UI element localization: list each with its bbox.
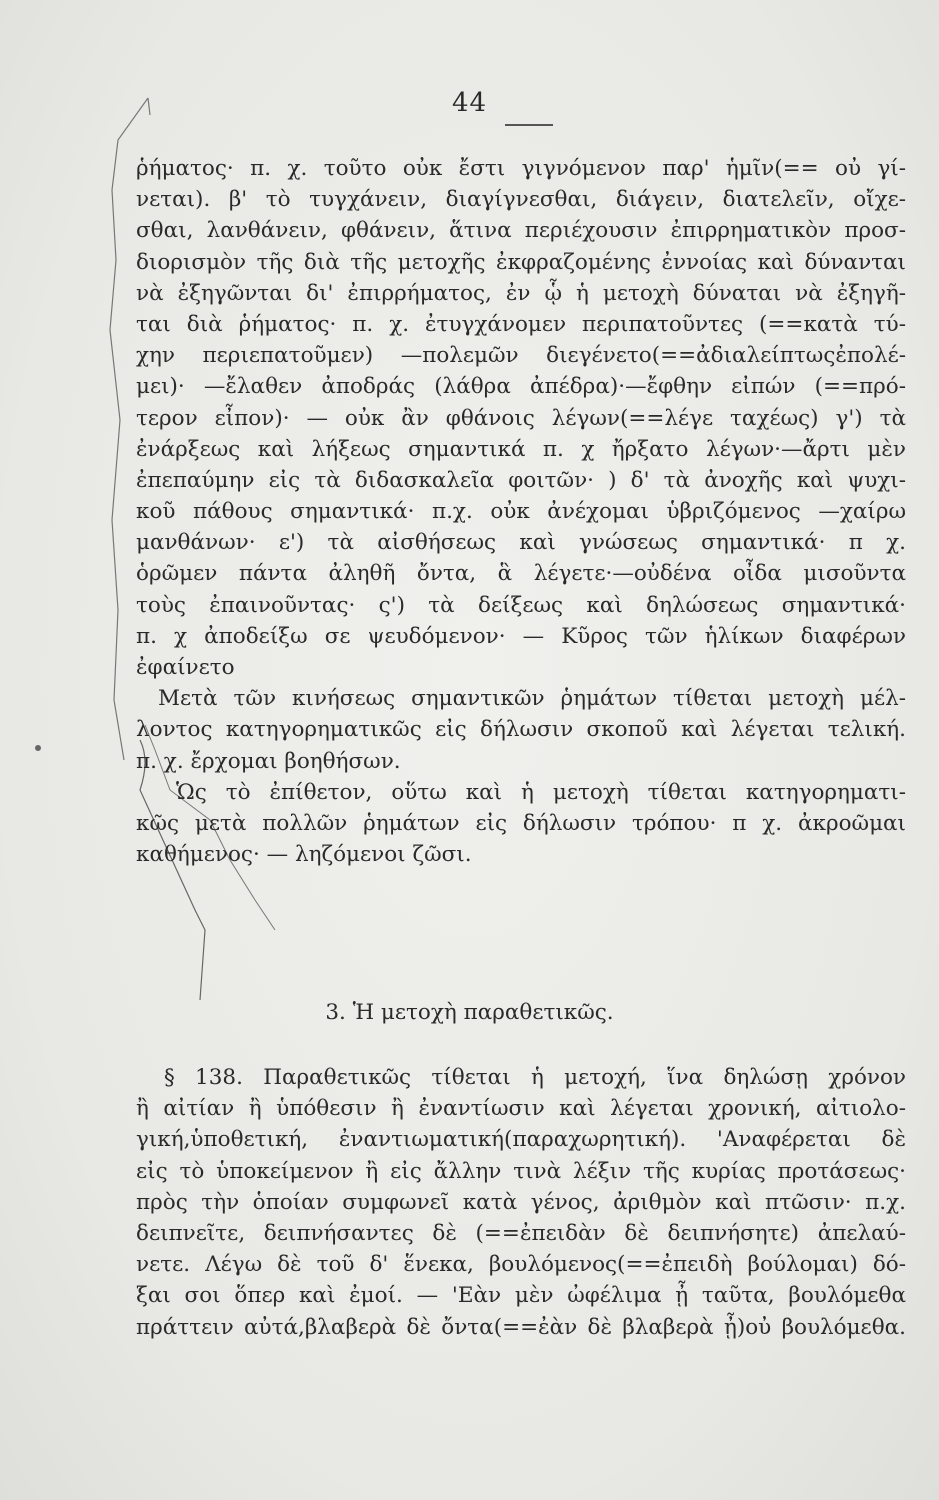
page-number-underline [505,124,553,126]
text-line: τερον εἶπον)· — οὐκ ἂν φθάνοις λέγων(==λέγε ταχέως) γ') τὰ [136,405,906,431]
text-line: σθαι, λανθάνειν, φθάνειν, ἅτινα περιέχουσιν ἐπιρρηματικὸν προσ- [136,218,906,244]
text-line: π. χ. ἔρχομαι βοηθήσων. [136,748,401,774]
text-line: καθήμενος· — ληζόμενοι ζῶσι. [136,842,472,868]
text-line: κῶς μετὰ πολλῶν ῥημάτων εἰς δήλωσιν τρόπου· π χ. ἀκροῶμαι [136,810,906,836]
text-line: δειπνεῖτε, δειπνήσαντες δὲ (==ἐπειδὰν δὲ δειπνήσητε) ἀπελαύ- [136,1220,906,1246]
text-line: νὰ ἐξηγῶνται δι' ἐπιρρήματος, ἐν ᾧ ἡ μετοχὴ δύναται νὰ ἐξηγῆ- [136,280,906,306]
text-line: Ὡς τὸ ἐπίθετον, οὕτω καὶ ἡ μετοχὴ τίθεται κατηγορηματι- [176,779,906,805]
text-line: μανθάνων· ε') τὰ αἰσθήσεως καὶ γνώσεως σημαντικά· π χ. [136,530,906,556]
page-number: 44 [451,88,488,118]
text-line: ἢ αἰτίαν ἢ ὑπόθεσιν ἢ ἐναντίωσιν καὶ λέγεται χρονική, αἰτιολο- [136,1096,906,1122]
text-line: λοντος κατηγορηματικῶς εἰς δήλωσιν σκοποῦ καὶ λέγεται τελική. [136,717,906,743]
text-line: μει)· —ἔλαθεν ἀποδράς (λάθρα ἀπέδρα)·—ἔφθην εἰπών (==πρό- [136,374,906,400]
text-line: ῥήματος· π. χ. τοῦτο οὐκ ἔστι γιγνόμενον παρ' ἡμῖν(== οὐ γί- [136,156,906,181]
text-line: νεται). β' τὸ τυγχάνειν, διαγίγνεσθαι, διάγειν, διατελεῖν, οἴχε- [136,187,906,213]
paragraph-participle-verbs [136,153,906,870]
text-line: χην περιεπατοῦμεν) —πολεμῶν διεγένετο(==ἀδιαλείπτωςἐπολέ- [136,343,906,369]
text-line: κοῦ πάθους σημαντικά· π.χ. οὐκ ἀνέχομαι ὑβριζόμενος —χαίρω [136,499,906,525]
text-line: § 138. Παραθετικῶς τίθεται ἡ μετοχή, ἵνα δηλώσῃ χρόνον [164,1065,906,1090]
text-line: ξαι σοι ὅπερ καὶ ἐμοί. — 'Εὰν μὲν ὠφέλιμα ᾖ ταῦτα, βουλόμεθα [136,1283,906,1309]
text-line: τοὺς ἐπαινοῦντας· ς') τὰ δείξεως καὶ δηλώσεως σημαντικά· [136,592,906,618]
text-line: ται διὰ ῥήματος· π. χ. ἐτυγχάνομεν περιπατοῦντες (==κατὰ τύ- [136,311,906,337]
text-line: ἐνάρξεως καὶ λήξεως σημαντικά π. χ ἤρξατο λέγων·—ἄρτι μὲν [136,436,906,462]
text-line: πράττειν αὐτά,βλαβερὰ δὲ ὄντα(==ἐὰν δὲ βλαβερὰ ᾖ)οὐ βουλόμεθα. [136,1314,906,1340]
text-line: ἐφαίνετο [136,655,235,680]
paragraph-138 [136,1062,906,1343]
text-line: πρὸς τὴν ὁποίαν συμφωνεῖ κατὰ γένος, ἀριθμὸν καὶ πτῶσιν· π.χ. [136,1189,906,1215]
text-line: π. χ ἀποδείξω σε ψευδόμενον· — Κῦρος τῶν ἡλίκων διαφέρων [136,623,906,649]
text-line: ὁρῶμεν πάντα ἀληθῆ ὄντα, ἃ λέγετε·—οὐδένα οἶδα μισοῦντα [136,561,906,587]
text-line: διορισμὸν τῆς διὰ τῆς μετοχῆς ἐκφραζομένης ἐννοίας καὶ δύνανται [136,249,906,275]
text-line: γική,ὑποθετική, ἐναντιωματική(παραχωρητική). 'Αναφέρεται δὲ [136,1127,906,1153]
text-line: Μετὰ τῶν κινήσεως σημαντικῶν ῥημάτων τίθεται μετοχὴ μέλ- [158,686,906,712]
text-line: ἐπεπαύμην εἰς τὰ διδασκαλεῖα φοιτῶν· ) δ' τὰ ἀνοχῆς καὶ ψυχι- [136,467,906,493]
text-line: νετε. Λέγω δὲ τοῦ δ' ἕνεκα, βουλόμενος(==ἐπειδὴ βούλομαι) δό- [136,1252,906,1278]
text-line: εἰς τὸ ὑποκείμενον ἢ εἰς ἄλλην τινὰ λέξιν τῆς κυρίας προτάσεως· [136,1158,906,1184]
section-heading: 3. Ἡ μετοχὴ παραθετικῶς. [325,1000,614,1025]
